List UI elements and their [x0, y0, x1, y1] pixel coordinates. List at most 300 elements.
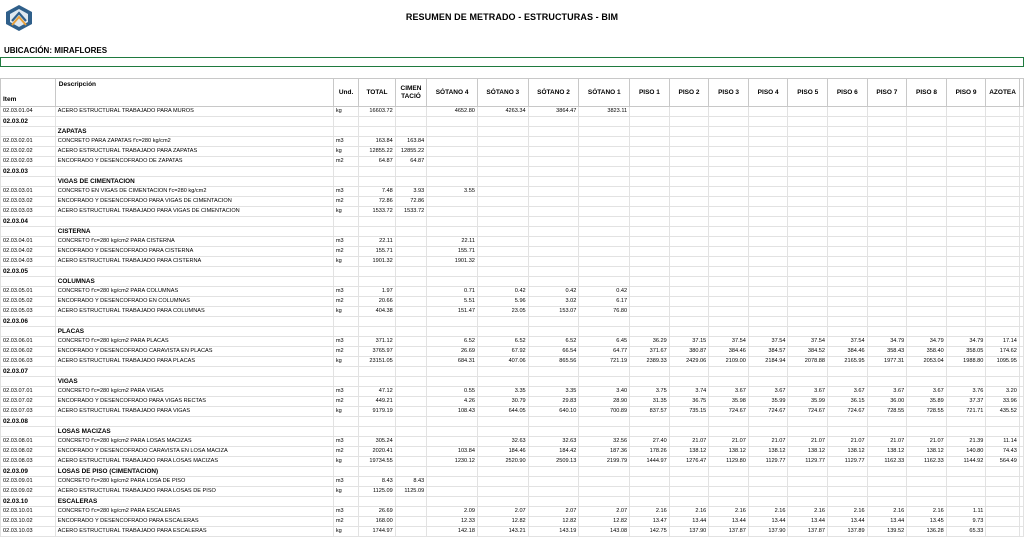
item-cimentacion	[395, 447, 426, 457]
level-value: 12.82	[579, 517, 630, 527]
level-value: 36.29	[630, 337, 670, 347]
section-row	[1, 277, 1024, 287]
level-value	[427, 197, 478, 207]
empty-cell	[946, 167, 986, 177]
empty-cell	[1019, 267, 1023, 277]
empty-cell	[788, 277, 828, 287]
empty-cell	[828, 217, 868, 227]
item-code: 02.03.04	[1, 217, 56, 227]
col-header-level: PISO 2	[669, 79, 709, 107]
empty-cell	[477, 327, 528, 337]
col-header-cimentacion: CIMEN TACIÓ	[395, 79, 426, 107]
empty-cell	[907, 167, 947, 177]
level-value	[630, 287, 670, 297]
table-row	[1, 307, 1024, 317]
empty-cell	[748, 367, 788, 377]
item-cimentacion	[395, 437, 426, 447]
level-value	[907, 107, 947, 117]
level-value: 13.47	[630, 517, 670, 527]
level-value	[946, 487, 986, 497]
item-unit: kg	[333, 307, 358, 317]
level-value	[579, 207, 630, 217]
col-header-level: PISO 9	[946, 79, 986, 107]
empty-cell	[828, 417, 868, 427]
header-row	[1, 79, 1024, 107]
level-value: 13.45	[907, 517, 947, 527]
level-value	[946, 477, 986, 487]
item-total: 449.21	[359, 397, 396, 407]
level-value: 13.44	[867, 517, 907, 527]
empty-cell	[828, 327, 868, 337]
level-value	[986, 137, 1019, 147]
empty-cell	[528, 217, 579, 227]
level-value: 3.55	[427, 187, 478, 197]
empty-cell	[1019, 237, 1023, 247]
item-unit: m3	[333, 237, 358, 247]
level-value: 155.71	[427, 247, 478, 257]
empty-cell	[630, 327, 670, 337]
item-code: 02.03.07	[1, 367, 56, 377]
item-description: CONCRETO f'c=280 kg/cm2 PARA LOSAS MACIZAS	[55, 437, 333, 447]
level-value	[828, 157, 868, 167]
empty-cell	[427, 117, 478, 127]
level-value: 142.75	[630, 527, 670, 537]
level-value: 29.83	[528, 397, 579, 407]
col-header-item: Item	[1, 79, 56, 107]
empty-cell	[788, 317, 828, 327]
empty-cell	[427, 267, 478, 277]
level-value: 178.26	[630, 447, 670, 457]
item-cimentacion	[395, 387, 426, 397]
empty-cell	[630, 497, 670, 507]
level-value	[528, 477, 579, 487]
item-code: 02.03.10.02	[1, 517, 56, 527]
level-value	[986, 287, 1019, 297]
empty-cell	[1019, 137, 1023, 147]
empty-cell	[1019, 327, 1023, 337]
level-value	[630, 237, 670, 247]
table-row	[1, 397, 1024, 407]
item-code	[1, 327, 56, 337]
level-value: 1988.80	[946, 357, 986, 367]
item-description: ACERO ESTRUCTURAL TRABAJADO PARA CISTERNA	[55, 257, 333, 267]
level-value: 2.07	[477, 507, 528, 517]
empty-cell	[669, 327, 709, 337]
empty-cell	[867, 317, 907, 327]
empty-cell	[828, 427, 868, 437]
empty-cell	[669, 167, 709, 177]
item-unit: m3	[333, 437, 358, 447]
empty-cell	[630, 277, 670, 287]
item-cimentacion	[395, 247, 426, 257]
empty-cell	[477, 467, 528, 477]
section-row	[1, 117, 1024, 127]
table-row	[1, 197, 1024, 207]
level-value	[867, 247, 907, 257]
empty-cell	[709, 277, 749, 287]
item-unit: m2	[333, 247, 358, 257]
empty-cell	[1019, 107, 1023, 117]
empty-cell	[477, 167, 528, 177]
empty-cell	[907, 377, 947, 387]
empty-cell	[1019, 247, 1023, 257]
level-value: 3.20	[986, 387, 1019, 397]
level-value: 2509.13	[528, 457, 579, 467]
level-value	[986, 297, 1019, 307]
empty-cell	[395, 367, 426, 377]
level-value: 3.67	[748, 387, 788, 397]
item-cimentacion	[395, 297, 426, 307]
level-value: 3.67	[867, 387, 907, 397]
level-value	[709, 137, 749, 147]
empty-cell	[986, 227, 1019, 237]
empty-cell	[867, 217, 907, 227]
level-value: 139.52	[867, 527, 907, 537]
empty-cell	[630, 267, 670, 277]
col-header-level: PISO 5	[788, 79, 828, 107]
item-code	[1, 377, 56, 387]
level-value	[709, 257, 749, 267]
empty-cell	[669, 267, 709, 277]
empty-cell	[395, 417, 426, 427]
level-value: 724.67	[788, 407, 828, 417]
level-value	[907, 187, 947, 197]
empty-cell	[946, 177, 986, 187]
level-value	[709, 487, 749, 497]
level-value: 2053.04	[907, 357, 947, 367]
level-value	[477, 197, 528, 207]
item-cimentacion	[395, 517, 426, 527]
empty-cell	[359, 267, 396, 277]
level-value: 3.76	[946, 387, 986, 397]
level-value	[788, 487, 828, 497]
level-value: 12.82	[528, 517, 579, 527]
table-row	[1, 207, 1024, 217]
level-value: 37.54	[828, 337, 868, 347]
empty-cell	[1019, 167, 1023, 177]
level-value	[828, 307, 868, 317]
level-value	[986, 157, 1019, 167]
empty-cell	[669, 217, 709, 227]
item-unit: kg	[333, 147, 358, 157]
level-value: 384.52	[788, 347, 828, 357]
empty-cell	[828, 227, 868, 237]
empty-cell	[907, 217, 947, 227]
empty-cell	[669, 367, 709, 377]
level-value	[528, 147, 579, 157]
item-unit: m3	[333, 507, 358, 517]
level-value: 138.12	[867, 447, 907, 457]
level-value: 2109.00	[709, 357, 749, 367]
empty-cell	[788, 367, 828, 377]
item-cimentacion: 8.43	[395, 477, 426, 487]
document-title: RESUMEN DE METRADO - ESTRUCTURAS - BIM	[405, 12, 619, 22]
level-value	[867, 307, 907, 317]
level-value: 138.12	[788, 447, 828, 457]
empty-cell	[788, 117, 828, 127]
level-value: 0.42	[528, 287, 579, 297]
item-cimentacion	[395, 237, 426, 247]
level-value: 37.54	[788, 337, 828, 347]
level-value	[946, 187, 986, 197]
empty-cell	[333, 267, 358, 277]
empty-cell	[828, 467, 868, 477]
empty-cell	[867, 377, 907, 387]
level-value	[788, 207, 828, 217]
empty-cell	[1019, 497, 1023, 507]
empty-cell	[788, 177, 828, 187]
empty-cell	[528, 417, 579, 427]
level-value	[528, 247, 579, 257]
table-row	[1, 147, 1024, 157]
level-value: 13.44	[748, 517, 788, 527]
level-value: 34.79	[867, 337, 907, 347]
empty-cell	[630, 467, 670, 477]
col-header-total: TOTAL	[359, 79, 396, 107]
level-value	[828, 207, 868, 217]
level-value	[748, 257, 788, 267]
empty-cell	[946, 367, 986, 377]
empty-cell	[748, 117, 788, 127]
level-value: 138.12	[669, 447, 709, 457]
level-value: 37.37	[946, 397, 986, 407]
level-value: 64.77	[579, 347, 630, 357]
table-row	[1, 107, 1024, 117]
empty-cell	[1019, 177, 1023, 187]
empty-cell	[359, 497, 396, 507]
item-code: 02.03.03.01	[1, 187, 56, 197]
item-description: VIGAS DE CIMENTACION	[55, 177, 333, 187]
item-total: 1.97	[359, 287, 396, 297]
level-value: 184.42	[528, 447, 579, 457]
level-value: 36.15	[828, 397, 868, 407]
level-value	[946, 147, 986, 157]
item-description: CONCRETO PARA ZAPATAS f'c=280 kg/cm2	[55, 137, 333, 147]
item-unit: m3	[333, 187, 358, 197]
table-row	[1, 517, 1024, 527]
level-value	[579, 197, 630, 207]
col-header-overflow	[1019, 79, 1023, 107]
level-value	[477, 257, 528, 267]
level-value: 103.84	[427, 447, 478, 457]
level-value: 143.19	[528, 527, 579, 537]
item-total: 155.71	[359, 247, 396, 257]
empty-cell	[427, 277, 478, 287]
empty-cell	[709, 467, 749, 477]
level-value	[828, 147, 868, 157]
level-value	[669, 187, 709, 197]
level-value	[828, 477, 868, 487]
empty-cell	[946, 317, 986, 327]
level-value: 6.52	[427, 337, 478, 347]
item-cimentacion	[395, 407, 426, 417]
level-value	[828, 107, 868, 117]
empty-cell	[395, 217, 426, 227]
level-value	[579, 247, 630, 257]
empty-cell	[748, 497, 788, 507]
level-value	[907, 257, 947, 267]
empty-cell	[828, 317, 868, 327]
empty-cell	[1019, 487, 1023, 497]
level-value	[630, 187, 670, 197]
empty-cell	[427, 177, 478, 187]
level-value: 21.07	[867, 437, 907, 447]
location-label: UBICACIÓN: MIRAFLORES	[4, 46, 108, 55]
item-description: CONCRETO f'c=280 kg/cm2 PARA VIGAS	[55, 387, 333, 397]
item-description	[55, 267, 333, 277]
empty-cell	[709, 367, 749, 377]
level-value	[748, 137, 788, 147]
item-description	[55, 117, 333, 127]
level-value	[828, 237, 868, 247]
empty-cell	[333, 277, 358, 287]
empty-cell	[359, 377, 396, 387]
empty-cell	[946, 277, 986, 287]
level-value: 407.06	[477, 357, 528, 367]
empty-cell	[907, 367, 947, 377]
level-value: 174.62	[986, 347, 1019, 357]
empty-cell	[1019, 307, 1023, 317]
level-value	[828, 187, 868, 197]
level-value	[630, 207, 670, 217]
empty-cell	[427, 377, 478, 387]
item-description: ENCOFRADO Y DESENCOFRADO DE ZAPATAS	[55, 157, 333, 167]
empty-cell	[477, 217, 528, 227]
level-value: 65.33	[946, 527, 986, 537]
empty-cell	[333, 467, 358, 477]
section-row	[1, 367, 1024, 377]
empty-cell	[333, 117, 358, 127]
level-value	[748, 107, 788, 117]
empty-cell	[1019, 447, 1023, 457]
level-value	[867, 237, 907, 247]
level-value	[788, 297, 828, 307]
level-value: 21.07	[748, 437, 788, 447]
table-row	[1, 287, 1024, 297]
level-value	[630, 137, 670, 147]
empty-cell	[630, 317, 670, 327]
level-value	[579, 257, 630, 267]
empty-cell	[669, 317, 709, 327]
item-code	[1, 227, 56, 237]
empty-cell	[748, 427, 788, 437]
empty-cell	[788, 427, 828, 437]
level-value: 37.54	[748, 337, 788, 347]
empty-cell	[528, 317, 579, 327]
level-value	[669, 207, 709, 217]
level-value: 21.07	[709, 437, 749, 447]
empty-cell	[867, 227, 907, 237]
empty-cell	[395, 277, 426, 287]
level-value	[477, 237, 528, 247]
level-value	[748, 187, 788, 197]
item-cimentacion	[395, 347, 426, 357]
level-value: 3.67	[709, 387, 749, 397]
level-value: 21.07	[788, 437, 828, 447]
empty-cell	[1019, 417, 1023, 427]
level-value: 1230.12	[427, 457, 478, 467]
level-value: 728.55	[907, 407, 947, 417]
empty-cell	[427, 217, 478, 227]
empty-cell	[333, 127, 358, 137]
empty-cell	[828, 277, 868, 287]
item-unit: m2	[333, 297, 358, 307]
section-row	[1, 377, 1024, 387]
empty-cell	[709, 327, 749, 337]
item-description: CONCRETO EN VIGAS DE CIMENTACION f'c=280 kg/cm2	[55, 187, 333, 197]
empty-cell	[395, 427, 426, 437]
empty-cell	[907, 177, 947, 187]
empty-cell	[477, 117, 528, 127]
item-code: 02.03.09	[1, 467, 56, 477]
level-value: 13.44	[669, 517, 709, 527]
empty-cell	[579, 327, 630, 337]
item-description: ACERO ESTRUCTURAL TRABAJADO PARA LOSAS MACIZAS	[55, 457, 333, 467]
level-value	[669, 197, 709, 207]
section-row	[1, 427, 1024, 437]
item-description: ENCOFRADO Y DESENCOFRADO EN COLUMNAS	[55, 297, 333, 307]
level-value: 3.75	[630, 387, 670, 397]
empty-cell	[1019, 187, 1023, 197]
level-value: 2389.33	[630, 357, 670, 367]
level-value: 21.07	[907, 437, 947, 447]
level-value: 74.43	[986, 447, 1019, 457]
empty-cell	[986, 167, 1019, 177]
empty-cell	[669, 417, 709, 427]
empty-cell	[477, 367, 528, 377]
empty-cell	[1019, 347, 1023, 357]
item-code: 02.03.05.03	[1, 307, 56, 317]
col-header-level: SÓTANO 4	[427, 79, 478, 107]
empty-cell	[946, 497, 986, 507]
empty-cell	[333, 217, 358, 227]
empty-cell	[630, 227, 670, 237]
level-value: 2.16	[907, 507, 947, 517]
empty-cell	[477, 377, 528, 387]
item-unit: kg	[333, 107, 358, 117]
empty-cell	[1019, 427, 1023, 437]
empty-cell	[946, 427, 986, 437]
empty-cell	[986, 467, 1019, 477]
item-unit: m2	[333, 197, 358, 207]
empty-cell	[1019, 407, 1023, 417]
level-value: 1129.77	[748, 457, 788, 467]
level-value: 724.67	[709, 407, 749, 417]
item-unit: m2	[333, 447, 358, 457]
empty-cell	[986, 427, 1019, 437]
level-value	[828, 257, 868, 267]
level-value	[427, 207, 478, 217]
level-value	[427, 477, 478, 487]
level-value	[579, 187, 630, 197]
empty-cell	[395, 167, 426, 177]
item-code: 02.03.03	[1, 167, 56, 177]
item-code: 02.03.06.02	[1, 347, 56, 357]
empty-cell	[986, 497, 1019, 507]
empty-cell	[748, 327, 788, 337]
item-code: 02.03.06	[1, 317, 56, 327]
empty-cell	[579, 427, 630, 437]
level-value	[709, 247, 749, 257]
item-code: 02.03.07.01	[1, 387, 56, 397]
item-total: 1744.97	[359, 527, 396, 537]
item-code: 02.03.05	[1, 267, 56, 277]
item-cimentacion	[395, 337, 426, 347]
level-value	[709, 147, 749, 157]
item-description	[55, 367, 333, 377]
level-value	[986, 487, 1019, 497]
empty-cell	[1019, 147, 1023, 157]
